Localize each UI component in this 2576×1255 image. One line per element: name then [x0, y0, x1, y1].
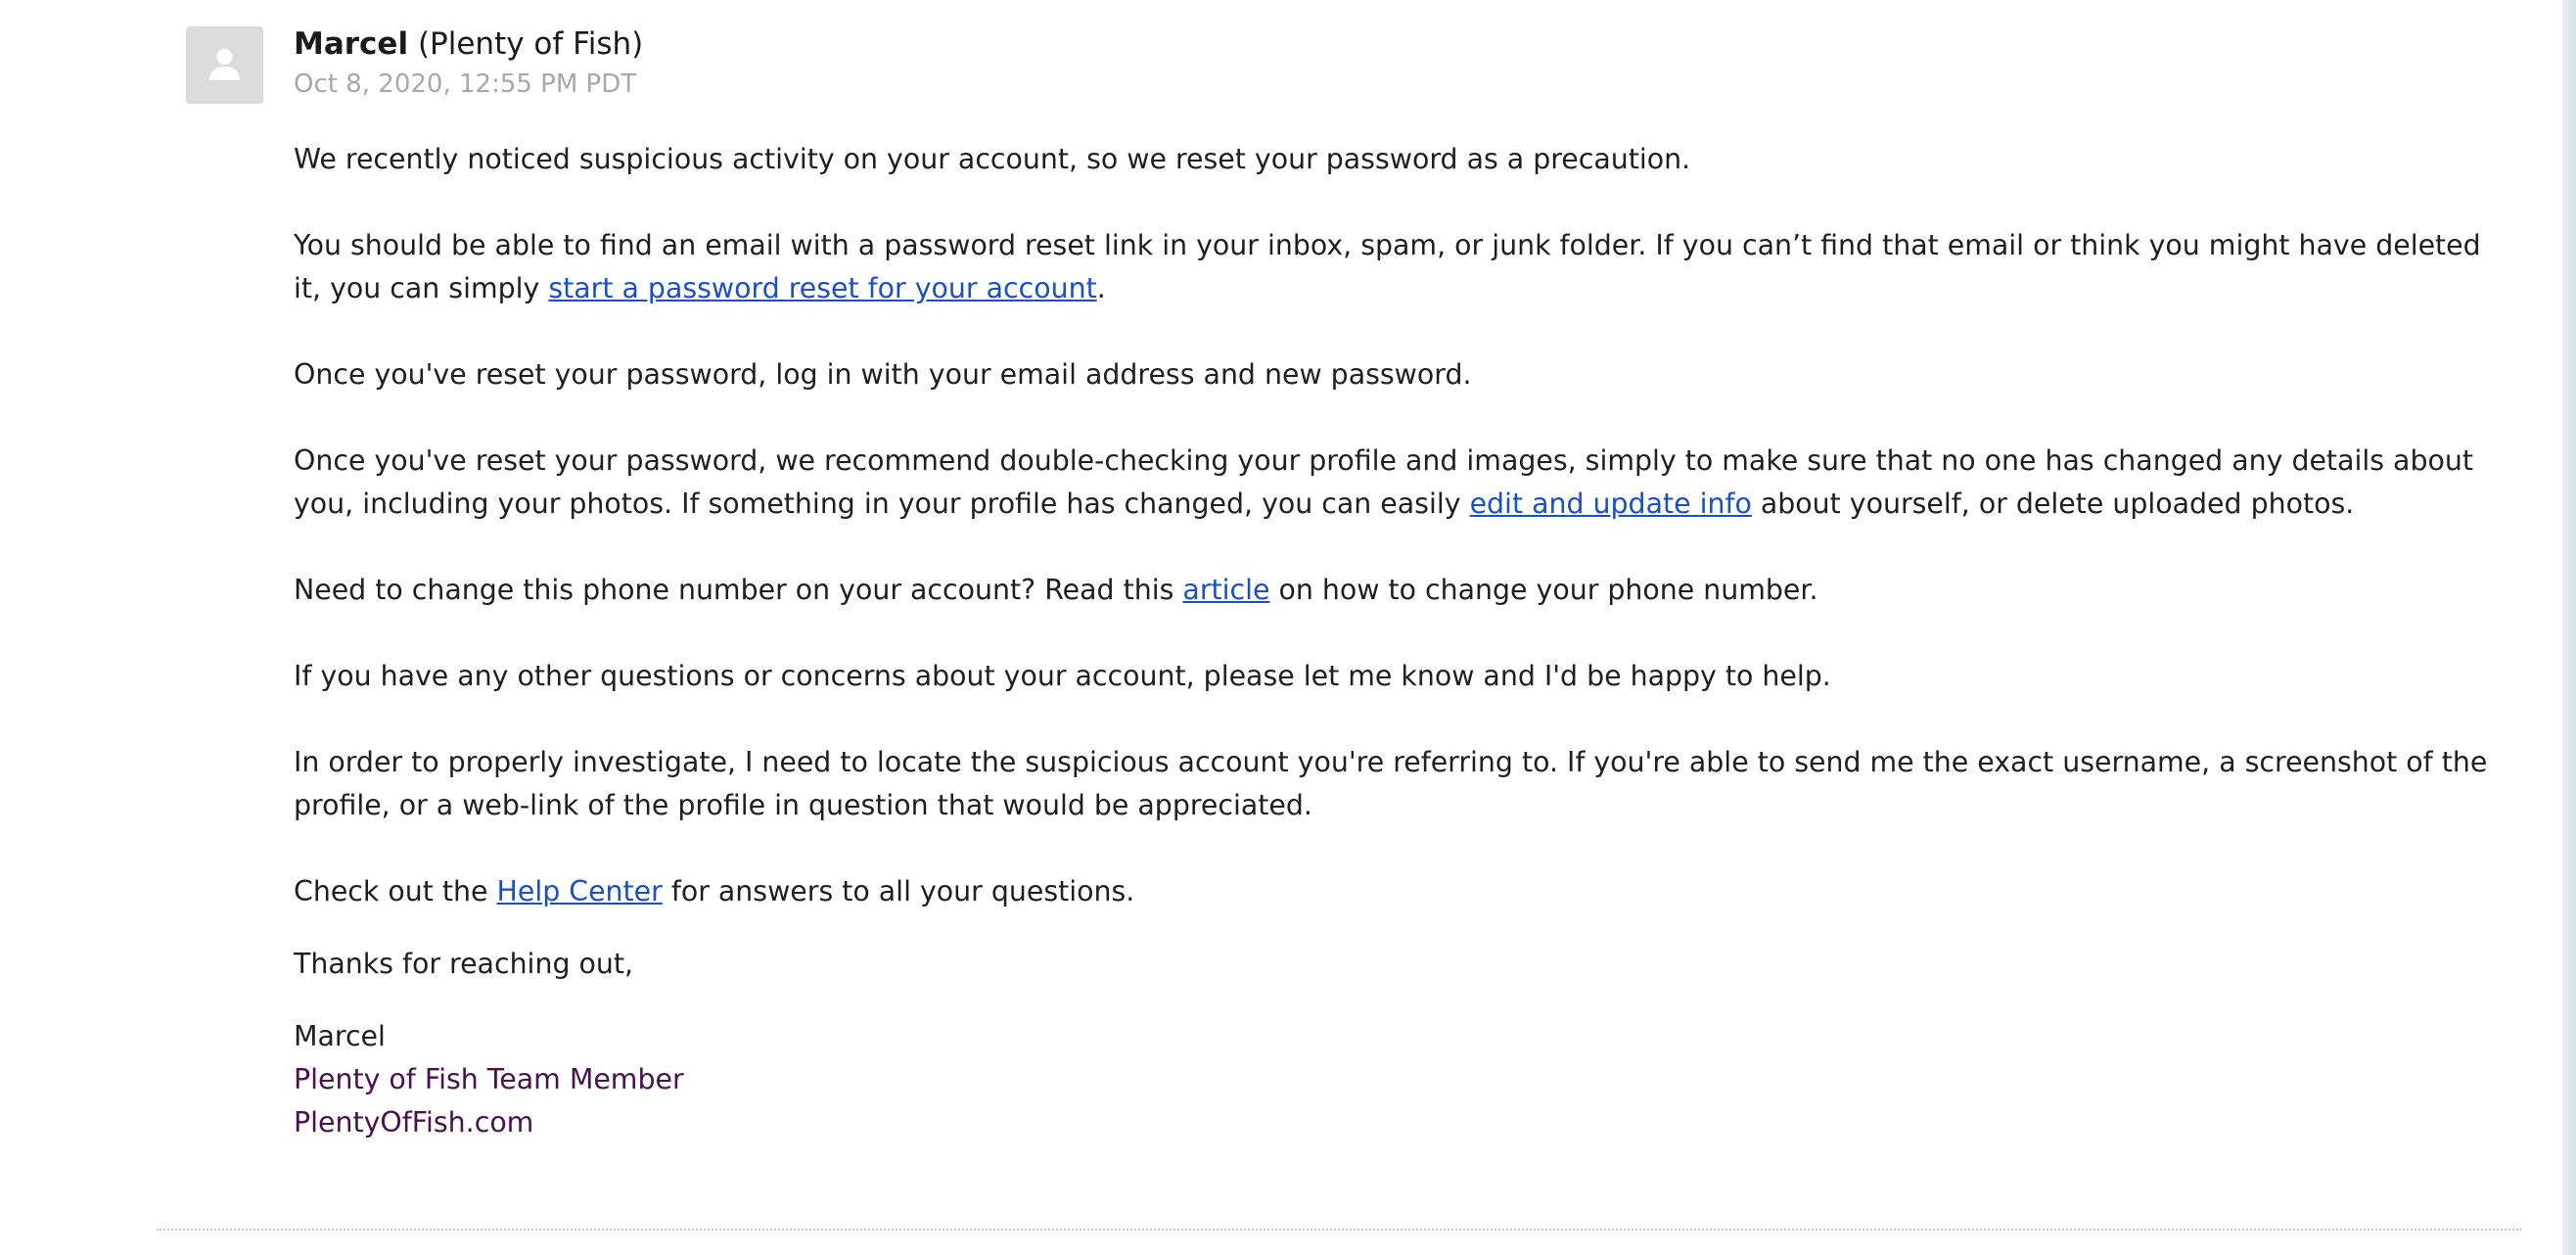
- paragraph-text: Need to change this phone number on your account? Read this: [294, 574, 1183, 606]
- paragraph-text: Thanks for reaching out,: [294, 948, 634, 980]
- paragraph-text: for answers to all your questions.: [662, 875, 1135, 907]
- signature: [294, 1015, 2515, 1144]
- paragraph-reset-email: [294, 224, 2515, 310]
- sender-line: [294, 23, 643, 65]
- paragraph-text: about yourself, or delete uploaded photos.: [1751, 488, 2355, 520]
- paragraph-text: on how to change your phone number.: [1269, 574, 1818, 606]
- edit-update-info-link[interactable]: edit and update info: [1469, 488, 1752, 520]
- paragraph-suspicious-activity: [294, 138, 2515, 181]
- paragraph-check-profile: [294, 440, 2515, 526]
- scrollbar-track[interactable]: [2562, 0, 2576, 1255]
- paragraph-text: In order to properly investigate, I need to locate the suspicious account you're referring to. If you're able to send me the exact username, a screenshot of the profile, or a web-link of the profile in question that would be appreciated.: [294, 746, 2488, 821]
- message-header: [294, 23, 643, 104]
- message-body: [294, 138, 2515, 1144]
- paragraph-text: .: [1096, 272, 1106, 304]
- paragraph-investigate: [294, 741, 2515, 827]
- article-link[interactable]: article: [1182, 574, 1270, 606]
- sender-name: Marcel: [294, 26, 409, 62]
- message-divider: [157, 1229, 2521, 1231]
- password-reset-link[interactable]: start a password reset for your account: [548, 272, 1097, 304]
- paragraph-text: Check out the: [294, 875, 497, 907]
- paragraph-thanks: [294, 943, 2515, 986]
- user-placeholder-icon: [186, 26, 263, 104]
- message-timestamp: Oct 8, 2020, 12:55 PM PDT: [294, 70, 637, 99]
- signature-site: PlentyOfFish.com: [294, 1106, 534, 1139]
- help-center-link[interactable]: Help Center: [496, 875, 663, 907]
- paragraph-help-center: [294, 870, 2515, 913]
- paragraph-text: We recently noticed suspicious activity on your account, so we reset your password as a precaution.: [294, 143, 1691, 175]
- paragraph-log-in: [294, 353, 2515, 396]
- signature-name: Marcel: [294, 1020, 386, 1052]
- sender-org: (Plenty of Fish): [417, 26, 644, 62]
- paragraph-phone-number: [294, 569, 2515, 612]
- avatar: [186, 26, 263, 104]
- paragraph-text: Once you've reset your password, we recommend double-checking your profile and images, simply to make sure that no one has changed any details about you, including your photos. If something in your profile has changed, you can easily: [294, 444, 2473, 520]
- paragraph-text: You should be able to find an email with a password reset link in your inbox, spam, or junk folder. If you can’t find that email or think you might have deleted it, you can simply: [294, 229, 2481, 304]
- paragraph-other-questions: [294, 655, 2515, 698]
- paragraph-text: Once you've reset your password, log in with your email address and new password.: [294, 358, 1472, 391]
- signature-title: Plenty of Fish Team Member: [294, 1063, 684, 1095]
- paragraph-text: If you have any other questions or concerns about your account, please let me know and I'd be happy to help.: [294, 660, 1831, 692]
